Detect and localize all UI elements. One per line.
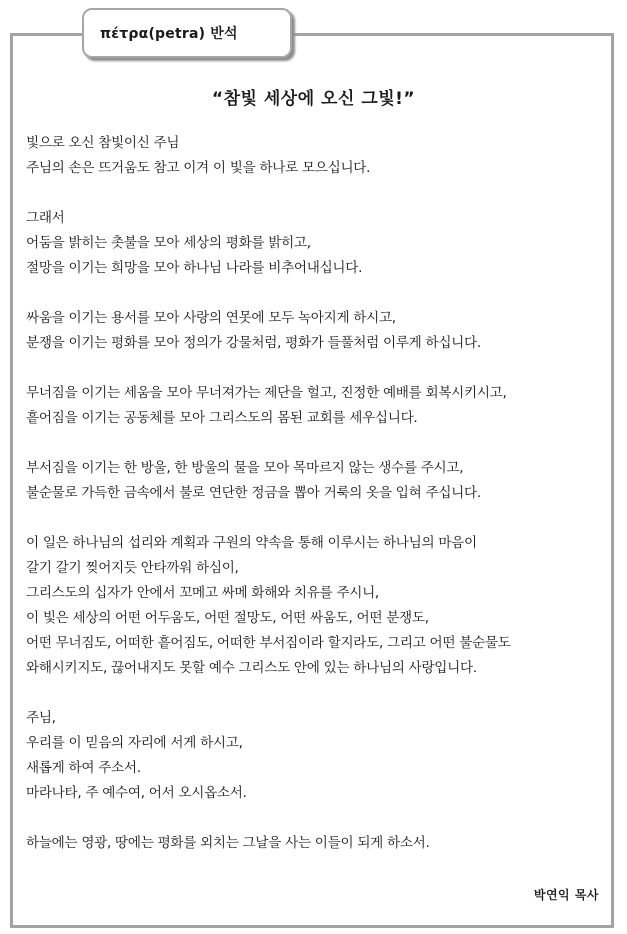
poem-title: “참빛 세상에 오신 그빛!”: [211, 89, 416, 109]
poem-stanza: [26, 206, 596, 281]
poem-line: 와해시키지도, 끊어내지도 못할 예수 그리스도 안에 있는 하나님의 사랑입니다.: [26, 660, 477, 676]
poem-line: 이 일은 하나님의 섭리와 계획과 구원의 약속을 통해 이루시는 하나님의 마음이: [26, 535, 477, 551]
header-tab-label: πέτρα(petra) 반석: [100, 26, 238, 42]
poem-stanza: [26, 706, 596, 806]
poem-stanza: [26, 531, 596, 681]
poem-line: 분쟁을 이기는 평화를 모아 정의가 강물처럼, 평화가 들풀처럼 이루게 하십니다.: [26, 335, 481, 351]
poem-line: 어떤 무너짐도, 어떠한 흩어짐도, 어떠한 부서짐이라 할지라도, 그리고 어떤 불순물도: [26, 635, 511, 651]
poem-line: 주님의 손은 뜨거움도 참고 이겨 이 빛을 하나로 모으십니다.: [26, 160, 371, 176]
poem-line: 마라나타, 주 예수여, 어서 오시옵소서.: [26, 785, 247, 801]
poem-stanza: [26, 306, 596, 356]
poem-line: 그리스도의 십자가 안에서 꼬메고 싸메 화해와 치유를 주시니,: [26, 585, 379, 601]
poem-line: 부서짐을 이기는 한 방울, 한 방울의 물을 모아 목마르지 않는 생수를 주시고,: [26, 460, 464, 476]
poem-stanza: [26, 456, 596, 506]
poem-line: 이 빛은 세상의 어떤 어두움도, 어떤 절망도, 어떤 싸움도, 어떤 분쟁도,: [26, 610, 429, 626]
poem-stanza: [26, 831, 596, 856]
poem-line: 불순물로 가득한 금속에서 불로 연단한 정금을 뽑아 거룩의 옷을 입혀 주십니다.: [26, 485, 481, 501]
poem-body: [26, 131, 596, 856]
poem-stanza: [26, 131, 596, 181]
poem-line: 주님,: [26, 710, 56, 726]
poem-line: 하늘에는 영광, 땅에는 평화를 외치는 그날을 사는 이들이 되게 하소서.: [26, 835, 430, 851]
poem-line: 싸움을 이기는 용서를 모아 사랑의 연못에 모두 녹아지게 하시고,: [26, 310, 396, 326]
poem-line: 절망을 이기는 희망을 모아 하나님 나라를 비추어내십니다.: [26, 260, 363, 276]
poem-stanza: [26, 381, 596, 431]
author-signature: 박연익 목사: [533, 888, 599, 902]
poem-line: 그래서: [26, 210, 65, 226]
poem-line: 새롭게 하여 주소서.: [26, 760, 141, 776]
poem-line: 빛으로 오신 참빛이신 주님: [26, 135, 180, 151]
poem-line: 어둠을 밝히는 촛불을 모아 세상의 평화를 밝히고,: [26, 235, 311, 251]
poem-line: 흩어짐을 이기는 공동체를 모아 그리스도의 몸된 교회를 세우십니다.: [26, 410, 418, 426]
poem-line: 무너짐을 이기는 세움을 모아 무너져가는 제단을 헐고, 진정한 예배를 회복시키시고,: [26, 385, 507, 401]
poem-line: 우리를 이 믿음의 자리에 서게 하시고,: [26, 735, 243, 751]
poem-line: 갈기 갈기 찢어지듯 안타까워 하심이,: [26, 560, 239, 576]
header-tab: [82, 8, 292, 58]
